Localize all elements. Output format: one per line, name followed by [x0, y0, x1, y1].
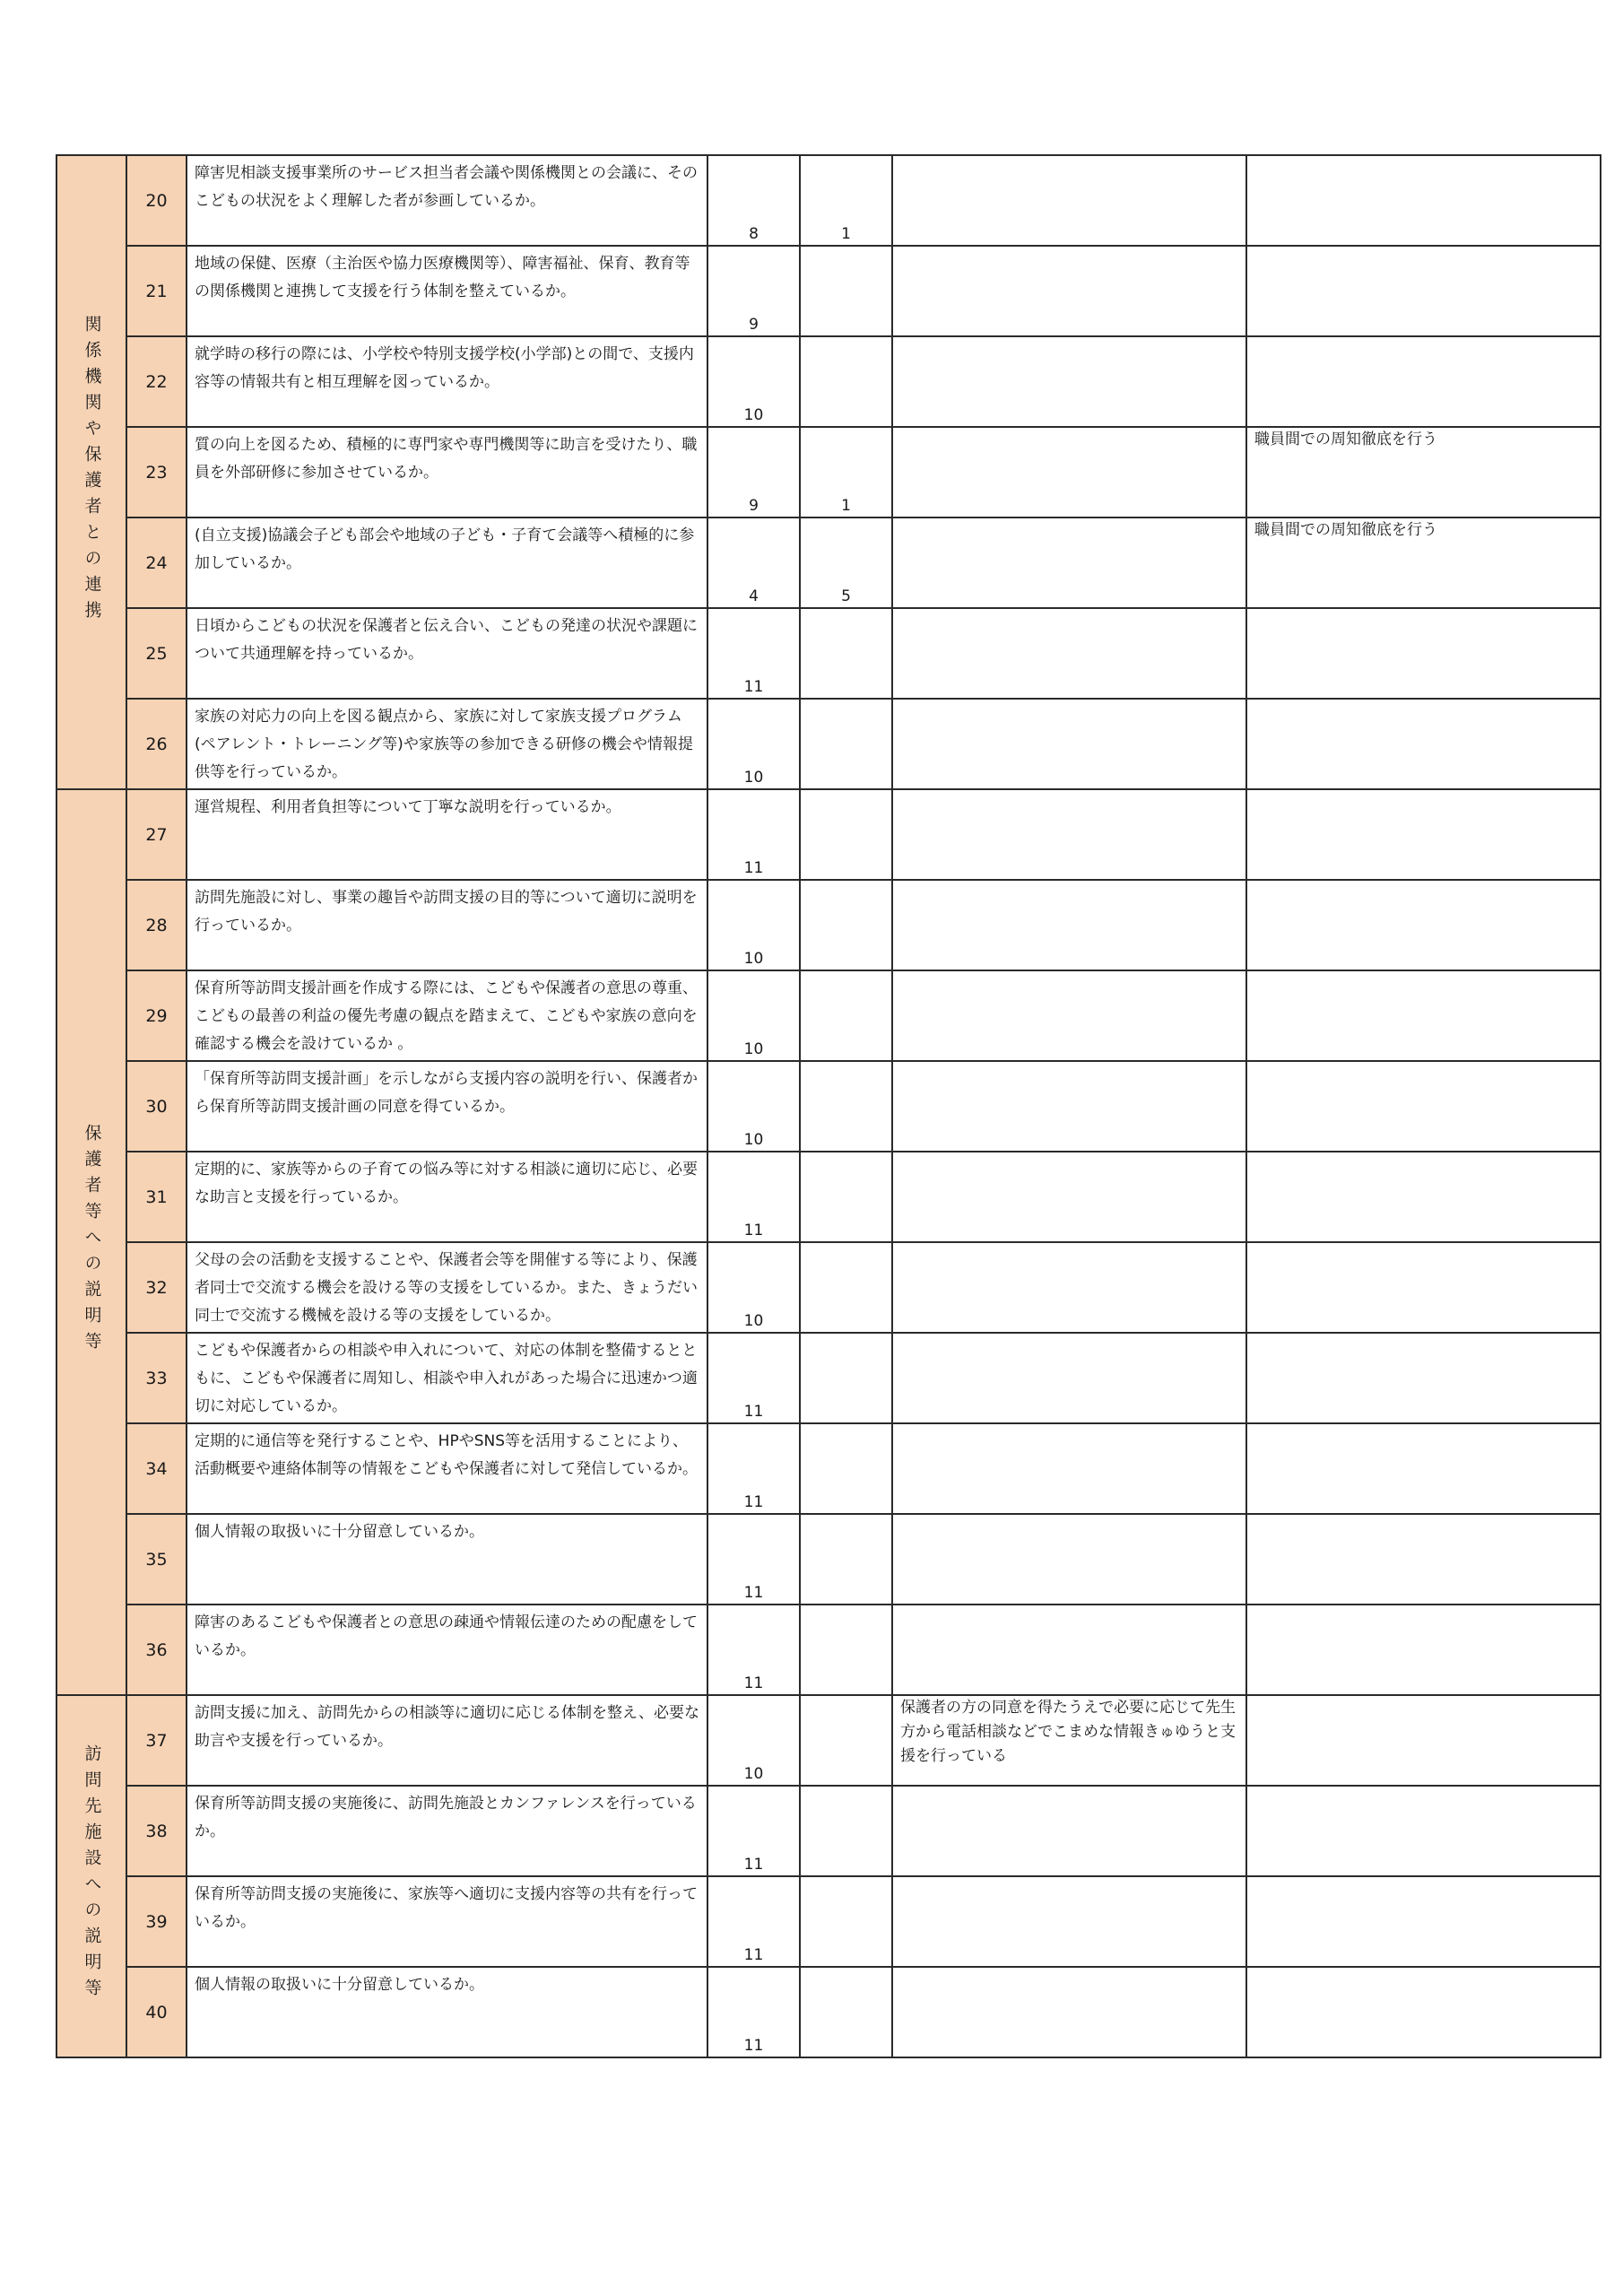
- improvement-cell: [1246, 1423, 1601, 1514]
- no-count-cell: [800, 1242, 892, 1333]
- question-text: 地域の保健、医療（主治医や協力医療機関等）、障害福祉、保育、教育等の関係機関と連携して支援を行う体制を整えているか。: [195, 255, 690, 300]
- table-row: [56, 1605, 1601, 1695]
- no-count-cell: [800, 880, 892, 970]
- question-cell: [187, 1786, 707, 1876]
- status-cell: [892, 970, 1246, 1061]
- yes-count-cell: [707, 1333, 800, 1423]
- table-row: [56, 1786, 1601, 1876]
- table-row: [56, 1242, 1601, 1333]
- yes-count-cell: [707, 246, 800, 336]
- improvement-cell: [1246, 427, 1601, 517]
- table-row: [56, 1876, 1601, 1967]
- yes-count: 8: [749, 225, 759, 243]
- item-number: 40: [126, 1967, 187, 2057]
- yes-count: 10: [743, 1040, 764, 1058]
- yes-count-cell: [707, 789, 800, 880]
- no-count-cell: [800, 1786, 892, 1876]
- status-cell: [892, 1695, 1246, 1786]
- yes-count-cell: [707, 1152, 800, 1242]
- improvement-cell: [1246, 336, 1601, 427]
- improvement-cell: [1246, 699, 1601, 789]
- table-row: [56, 427, 1601, 517]
- yes-count-cell: [707, 970, 800, 1061]
- status-cell: [892, 427, 1246, 517]
- item-number: 24: [126, 517, 187, 608]
- question-text: 保育所等訪問支援計画を作成する際には、こどもや保護者の意思の尊重、こどもの最善の利益の優先考慮の観点を踏まえて、こどもや家族の意向を確認する機会を設けているか 。: [195, 979, 698, 1053]
- item-number: 27: [126, 789, 187, 880]
- table-row: [56, 789, 1601, 880]
- category-label: 関係機関や保護者との連携: [82, 314, 102, 627]
- question-text: 保育所等訪問支援の実施後に、訪問先施設とカンファレンスを行っているか。: [195, 1795, 697, 1840]
- yes-count: 11: [743, 1403, 764, 1421]
- question-text: 定期的に通信等を発行することや、HPやSNS等を活用することにより、活動概要や連絡体制等の情報をこどもや保護者に対して発信しているか。: [195, 1432, 698, 1478]
- yes-count-cell: [707, 699, 800, 789]
- yes-count: 11: [743, 678, 764, 696]
- question-cell: [187, 155, 707, 246]
- yes-count: 11: [743, 1946, 764, 1964]
- yes-count: 11: [743, 1222, 764, 1239]
- table-row: [56, 1061, 1601, 1152]
- improvement-cell: [1246, 970, 1601, 1061]
- yes-count-cell: [707, 517, 800, 608]
- question-text: 個人情報の取扱いに十分留意しているか。: [195, 1976, 484, 1994]
- item-number: 26: [126, 699, 187, 789]
- table-row: [56, 880, 1601, 970]
- question-text: 質の向上を図るため、積極的に専門家や専門機関等に助言を受けたり、職員を外部研修に参加させているか。: [195, 436, 698, 482]
- table-row: [56, 1333, 1601, 1423]
- no-count: 1: [841, 225, 851, 243]
- improvement-cell: [1246, 1061, 1601, 1152]
- no-count-cell: [800, 1605, 892, 1695]
- item-number: 22: [126, 336, 187, 427]
- yes-count-cell: [707, 155, 800, 246]
- table-row: [56, 1152, 1601, 1242]
- improvement-cell: [1246, 155, 1601, 246]
- improvement-text: 職員間での周知徹底を行う: [1254, 521, 1437, 539]
- improvement-cell: [1246, 1333, 1601, 1423]
- status-cell: [892, 1967, 1246, 2057]
- status-cell: [892, 1605, 1246, 1695]
- yes-count-cell: [707, 880, 800, 970]
- question-text: 父母の会の活動を支援することや、保護者会等を開催する等により、保護者同士で交流する機会を設ける等の支援をしているか。また、きょうだい同士で交流する機械を設ける等の支援をしているか。: [195, 1251, 698, 1325]
- item-number: 34: [126, 1423, 187, 1514]
- question-cell: [187, 1514, 707, 1605]
- improvement-cell: [1246, 517, 1601, 608]
- yes-count: 11: [743, 859, 764, 877]
- question-text: 就学時の移行の際には、小学校や特別支援学校(小学部)との間で、支援内容等の情報共有と相互理解を図っているか。: [195, 345, 694, 391]
- question-text: (自立支援)協議会子ども部会や地域の子ども・子育て会議等へ積極的に参加しているか。: [195, 526, 695, 572]
- item-number: 32: [126, 1242, 187, 1333]
- question-cell: [187, 608, 707, 699]
- item-number: 20: [126, 155, 187, 246]
- status-cell: [892, 1152, 1246, 1242]
- yes-count: 9: [749, 316, 759, 334]
- table-row: [56, 246, 1601, 336]
- improvement-cell: [1246, 608, 1601, 699]
- yes-count: 10: [743, 1312, 764, 1330]
- question-cell: [187, 1242, 707, 1333]
- status-cell: [892, 1061, 1246, 1152]
- question-text: 日頃からこどもの状況を保護者と伝え合い、こどもの発達の状況や課題について共通理解を持っているか。: [195, 617, 698, 663]
- status-cell: [892, 336, 1246, 427]
- item-number: 25: [126, 608, 187, 699]
- no-count-cell: [800, 1876, 892, 1967]
- category-facility: [56, 1695, 126, 2057]
- question-cell: [187, 427, 707, 517]
- no-count-cell: [800, 1514, 892, 1605]
- table-row: [56, 1695, 1601, 1786]
- question-cell: [187, 1876, 707, 1967]
- yes-count-cell: [707, 1423, 800, 1514]
- question-cell: [187, 699, 707, 789]
- yes-count-cell: [707, 1242, 800, 1333]
- table-row: [56, 1423, 1601, 1514]
- question-text: 定期的に、家族等からの子育ての悩み等に対する相談に適切に応じ、必要な助言と支援を行っているか。: [195, 1161, 698, 1206]
- question-text: 保育所等訪問支援の実施後に、家族等へ適切に支援内容等の共有を行っているか。: [195, 1885, 698, 1931]
- improvement-cell: [1246, 246, 1601, 336]
- yes-count: 10: [743, 1765, 764, 1783]
- yes-count-cell: [707, 1695, 800, 1786]
- question-cell: [187, 1695, 707, 1786]
- question-cell: [187, 1152, 707, 1242]
- yes-count: 11: [743, 1584, 764, 1602]
- table-row: [56, 608, 1601, 699]
- status-cell: [892, 1242, 1246, 1333]
- status-cell: [892, 1876, 1246, 1967]
- question-cell: [187, 1423, 707, 1514]
- item-number: 38: [126, 1786, 187, 1876]
- yes-count-cell: [707, 1605, 800, 1695]
- improvement-cell: [1246, 1605, 1601, 1695]
- improvement-cell: [1246, 1152, 1601, 1242]
- no-count-cell: [800, 608, 892, 699]
- question-cell: [187, 1605, 707, 1695]
- category-label: 保護者等への説明等: [82, 1123, 102, 1358]
- question-cell: [187, 1333, 707, 1423]
- yes-count: 10: [743, 406, 764, 424]
- item-number: 23: [126, 427, 187, 517]
- no-count-cell: [800, 155, 892, 246]
- item-number: 21: [126, 246, 187, 336]
- no-count-cell: [800, 1061, 892, 1152]
- improvement-cell: [1246, 880, 1601, 970]
- yes-count: 10: [743, 950, 764, 968]
- yes-count-cell: [707, 427, 800, 517]
- no-count-cell: [800, 336, 892, 427]
- question-text: 訪問先施設に対し、事業の趣旨や訪問支援の目的等について適切に説明を行っているか。: [195, 889, 698, 935]
- question-text: 個人情報の取扱いに十分留意しているか。: [195, 1523, 484, 1541]
- question-text: 運営規程、利用者負担等について丁寧な説明を行っているか。: [195, 798, 621, 816]
- question-cell: [187, 1967, 707, 2057]
- status-cell: [892, 699, 1246, 789]
- table-row: [56, 970, 1601, 1061]
- question-cell: [187, 880, 707, 970]
- yes-count: 11: [743, 1674, 764, 1692]
- question-text: 訪問支援に加え、訪問先からの相談等に適切に応じる体制を整え、必要な助言や支援を行っているか。: [195, 1704, 700, 1750]
- improvement-cell: [1246, 789, 1601, 880]
- yes-count: 4: [749, 587, 759, 605]
- yes-count: 11: [743, 1856, 764, 1874]
- question-text: 家族の対応力の向上を図る観点から、家族に対して家族支援プログラム(ペアレント・トレーニング等)や家族等の参加できる研修の機会や情報提供等を行っているか。: [195, 708, 693, 781]
- yes-count: 11: [743, 2037, 764, 2055]
- question-cell: [187, 336, 707, 427]
- no-count-cell: [800, 970, 892, 1061]
- status-cell: [892, 789, 1246, 880]
- status-cell: [892, 1786, 1246, 1876]
- yes-count: 9: [749, 497, 759, 515]
- no-count-cell: [800, 517, 892, 608]
- improvement-text: 職員間での周知徹底を行う: [1254, 430, 1437, 448]
- evaluation-table: [56, 154, 1601, 2058]
- table-row: [56, 1514, 1601, 1605]
- item-number: 36: [126, 1605, 187, 1695]
- status-text: 保護者の方の同意を得たうえで必要に応じて先生方から電話相談などでこまめな情報きゅゆうと支援を行っている: [900, 1699, 1236, 1765]
- improvement-cell: [1246, 1876, 1601, 1967]
- table-row: [56, 699, 1601, 789]
- improvement-cell: [1246, 1695, 1601, 1786]
- table-row: [56, 155, 1601, 246]
- no-count: 5: [841, 587, 851, 605]
- yes-count-cell: [707, 1061, 800, 1152]
- question-cell: [187, 1061, 707, 1152]
- yes-count: 10: [743, 1131, 764, 1149]
- item-number: 33: [126, 1333, 187, 1423]
- status-cell: [892, 246, 1246, 336]
- status-cell: [892, 155, 1246, 246]
- improvement-cell: [1246, 1786, 1601, 1876]
- no-count-cell: [800, 1423, 892, 1514]
- table-row: [56, 1967, 1601, 2057]
- question-text: 障害児相談支援事業所のサービス担当者会議や関係機関との会議に、そのこどもの状況をよく理解した者が参画しているか。: [195, 164, 698, 210]
- improvement-cell: [1246, 1242, 1601, 1333]
- question-text: 「保育所等訪問支援計画」を示しながら支援内容の説明を行い、保護者から保育所等訪問支援計画の同意を得ているか。: [195, 1070, 698, 1116]
- item-number: 31: [126, 1152, 187, 1242]
- yes-count-cell: [707, 1876, 800, 1967]
- item-number: 30: [126, 1061, 187, 1152]
- no-count-cell: [800, 1967, 892, 2057]
- item-number: 35: [126, 1514, 187, 1605]
- yes-count: 10: [743, 769, 764, 787]
- no-count-cell: [800, 427, 892, 517]
- yes-count-cell: [707, 336, 800, 427]
- improvement-cell: [1246, 1967, 1601, 2057]
- yes-count-cell: [707, 1514, 800, 1605]
- improvement-cell: [1246, 1514, 1601, 1605]
- question-text: こどもや保護者からの相談や申入れについて、対応の体制を整備するとともに、こどもや保護者に周知し、相談や申入れがあった場合に迅速かつ適切に対応しているか。: [195, 1342, 698, 1415]
- item-number: 37: [126, 1695, 187, 1786]
- no-count: 1: [841, 497, 851, 515]
- question-cell: [187, 970, 707, 1061]
- no-count-cell: [800, 1152, 892, 1242]
- status-cell: [892, 1333, 1246, 1423]
- no-count-cell: [800, 1333, 892, 1423]
- category-label: 訪問先施設への説明等: [82, 1744, 102, 2005]
- table-row: [56, 336, 1601, 427]
- status-cell: [892, 517, 1246, 608]
- question-cell: [187, 246, 707, 336]
- category-explanation: [56, 789, 126, 1695]
- status-cell: [892, 608, 1246, 699]
- status-cell: [892, 880, 1246, 970]
- yes-count: 11: [743, 1493, 764, 1511]
- question-cell: [187, 789, 707, 880]
- item-number: 29: [126, 970, 187, 1061]
- no-count-cell: [800, 246, 892, 336]
- yes-count-cell: [707, 1786, 800, 1876]
- item-number: 39: [126, 1876, 187, 1967]
- table-row: [56, 517, 1601, 608]
- question-text: 障害のあるこどもや保護者との意思の疎通や情報伝達のための配慮をしているか。: [195, 1613, 698, 1659]
- item-number: 28: [126, 880, 187, 970]
- yes-count-cell: [707, 1967, 800, 2057]
- question-cell: [187, 517, 707, 608]
- no-count-cell: [800, 1695, 892, 1786]
- status-cell: [892, 1514, 1246, 1605]
- yes-count-cell: [707, 608, 800, 699]
- category-relations: [56, 155, 126, 789]
- no-count-cell: [800, 789, 892, 880]
- no-count-cell: [800, 699, 892, 789]
- status-cell: [892, 1423, 1246, 1514]
